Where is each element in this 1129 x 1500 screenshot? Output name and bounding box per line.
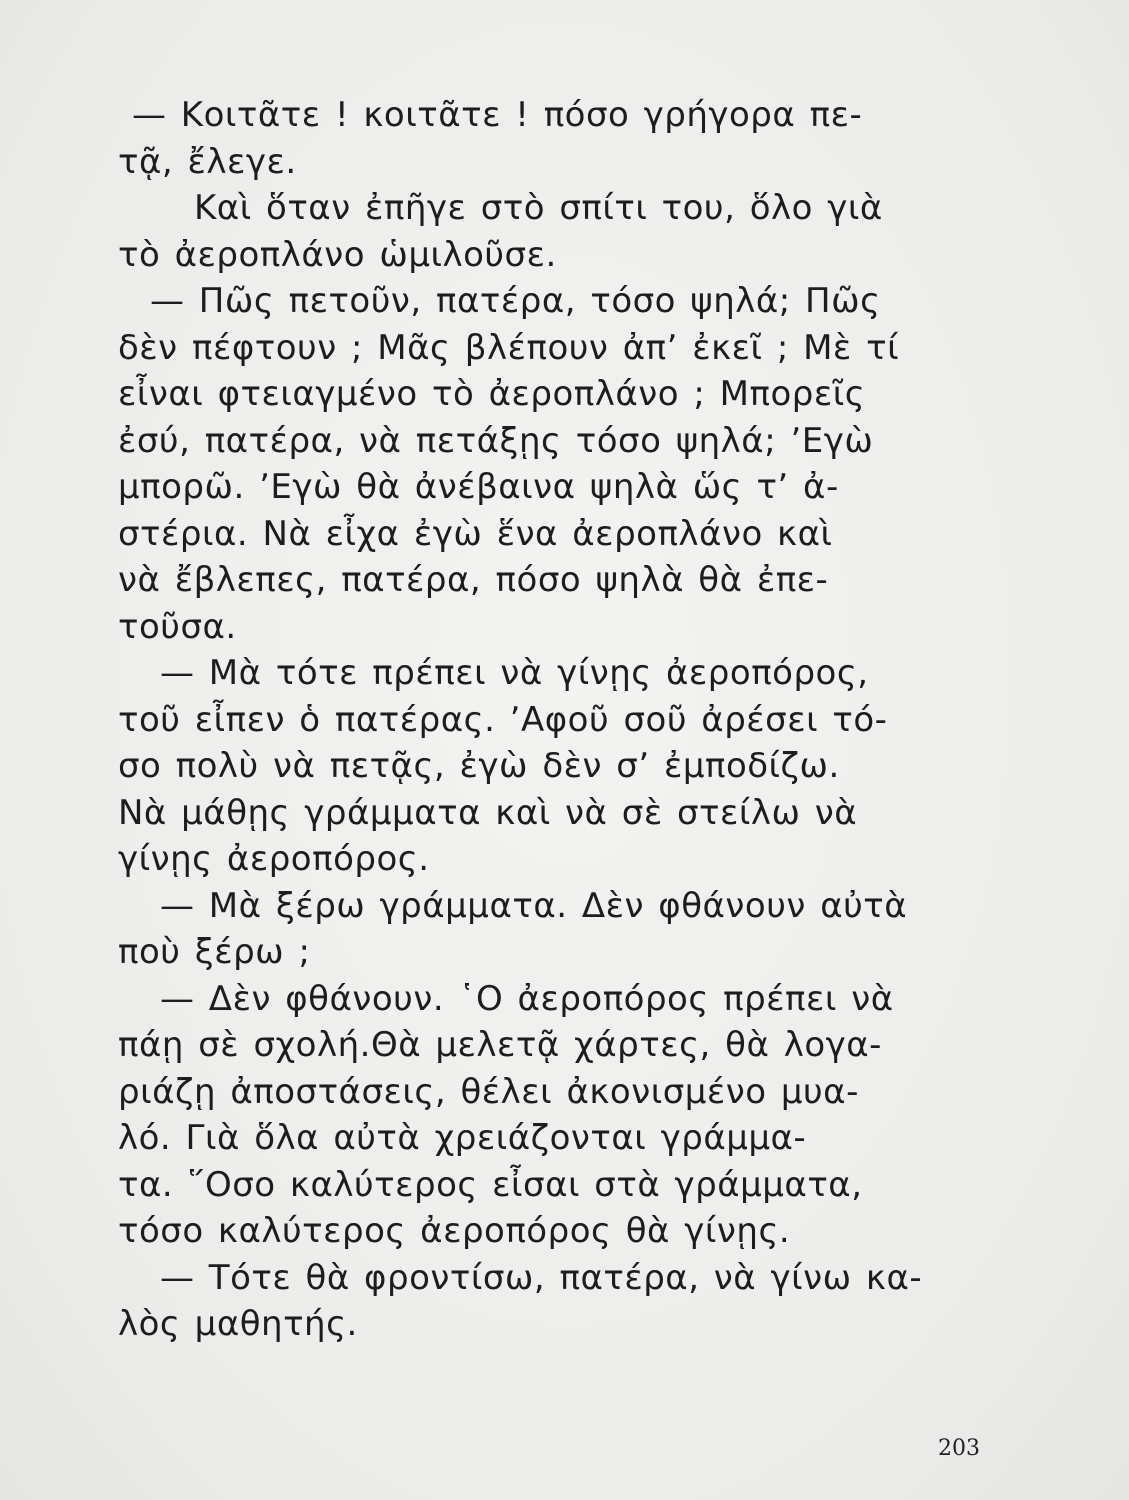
text-line: μπορῶ. ’Εγὼ θὰ ἀνέβαινα ψηλὰ ὥς τ’ ἀ- <box>118 467 839 507</box>
text-line: — Τότε θὰ φροντίσω, πατέρα, νὰ γίνω κα- <box>160 1257 923 1298</box>
text-line: ἐσύ, πατέρα, νὰ πετάξῃς τόσο ψηλά; ’Εγὼ <box>118 420 874 461</box>
text-line: τα. ῞Οσο καλύτερος εἶσαι στὰ γράμματα, <box>118 1164 863 1205</box>
text-line: τοῦσα. <box>118 606 237 647</box>
text-line: γίνῃς ἀεροπόρος. <box>118 839 430 879</box>
text-line: — Μὰ ξέρω γράμματα. Δὲν φθάνουν αὐτὰ <box>160 885 908 926</box>
text-line: πάῃ σὲ σχολή.Θὰ μελετᾷ χάρτες, θὰ λογα- <box>118 1025 882 1065</box>
text-line: τᾷ, ἔλεγε. <box>118 141 297 182</box>
page-number: 203 <box>938 1436 980 1461</box>
text-line: Καὶ ὅταν ἐπῆγε στὸ σπίτι του, ὅλο γιὰ <box>194 188 883 228</box>
text-line: στέρια. Νὰ εἶχα ἐγὼ ἕνα ἀεροπλάνο καὶ <box>118 513 833 554</box>
text-line: — Δὲν φθάνουν. ῾Ο ἀεροπόρος πρέπει νὰ <box>160 978 894 1019</box>
text-line: τὸ ἀεροπλάνο ὡμιλοῦσε. <box>118 234 557 275</box>
text-line: λό. Γιὰ ὅλα αὐτὰ χρειάζονται γράμμα- <box>118 1118 807 1158</box>
text-line: ριάζῃ ἀποστάσεις, θέλει ἀκονισμένο μυα- <box>118 1071 859 1112</box>
text-line: τόσο καλύτερος ἀεροπόρος θὰ γίνῃς. <box>118 1211 791 1251</box>
text-line: ποὺ ξέρω ; <box>118 932 311 972</box>
text-line: — Πῶς πετοῦν, πατέρα, τόσο ψηλά; Πῶς <box>150 281 881 321</box>
text-line: δὲν πέφτουν ; Μᾶς βλέπουν ἀπ’ ἐκεῖ ; Μὲ τί <box>118 327 900 368</box>
text-line: — Μὰ τότε πρέπει νὰ γίνῃς ἀεροπόρος, <box>160 653 869 693</box>
text-line: Νὰ μάθῃς γράμματα καὶ νὰ σὲ στείλω νὰ <box>118 792 858 833</box>
text-line: νὰ ἔβλεπες, πατέρα, πόσο ψηλὰ θὰ ἐπε- <box>118 560 829 600</box>
text-line: σο πολὺ νὰ πετᾷς, ἐγὼ δὲν σ’ ἐμποδίζω. <box>118 746 840 786</box>
text-line: — Κοιτᾶτε ! κοιτᾶτε ! πόσο γρήγορα πε- <box>132 95 863 135</box>
text-line: τοῦ εἶπεν ὁ πατέρας. ’Αφοῦ σοῦ ἀρέσει τό- <box>118 699 888 740</box>
text-line: εἶναι φτειαγμένο τὸ ἀεροπλάνο ; Μπορεῖς <box>118 374 866 414</box>
body-text <box>118 92 980 1348</box>
text-line: λὸς μαθητής. <box>118 1304 358 1344</box>
